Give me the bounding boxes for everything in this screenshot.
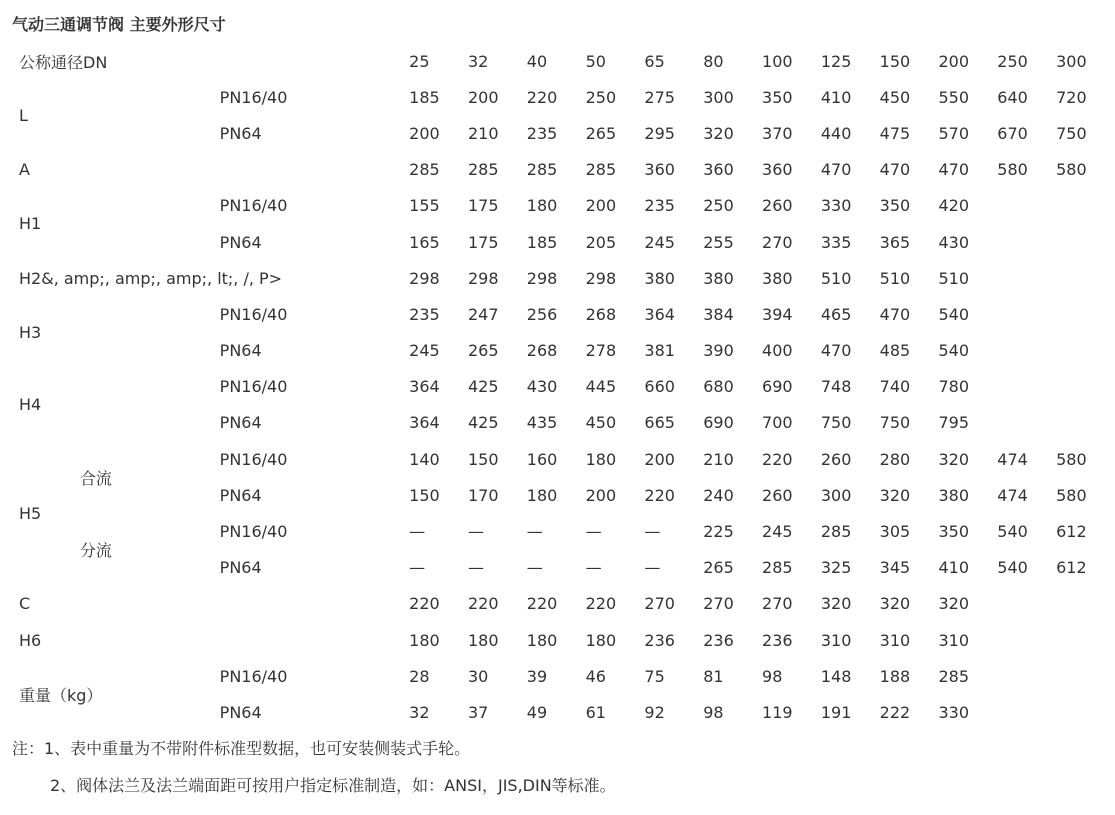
table-cell: 180 xyxy=(526,630,558,650)
table-cell: 180 xyxy=(409,630,440,650)
table-cell: 25 xyxy=(409,51,430,71)
row-label: A xyxy=(19,160,30,180)
table-cell: 191 xyxy=(820,702,852,722)
table-cell: 92 xyxy=(644,702,665,722)
table-cell: 360 xyxy=(762,160,793,180)
pressure-label: PN64 xyxy=(219,702,262,722)
table-cell: 185 xyxy=(409,87,440,107)
row-label: H5 xyxy=(19,503,42,523)
table-cell: 155 xyxy=(409,196,440,216)
table-cell: 50 xyxy=(585,51,606,71)
table-cell: 380 xyxy=(644,268,675,288)
table-cell xyxy=(1056,658,1115,694)
table-row-h5 xyxy=(10,441,1115,477)
table-cell xyxy=(997,188,1056,224)
table-cell xyxy=(997,658,1056,694)
table-cell: 298 xyxy=(585,268,617,288)
table-cell: 381 xyxy=(644,341,675,361)
table-cell xyxy=(997,405,1056,441)
table-cell: — xyxy=(467,558,484,578)
table-cell: 364 xyxy=(409,413,440,433)
table-cell: 245 xyxy=(409,341,440,361)
table-cell: 265 xyxy=(585,123,617,143)
table-cell: 30 xyxy=(467,666,489,686)
table-cell: 46 xyxy=(585,666,606,686)
table-cell: 700 xyxy=(762,413,793,433)
table-cell xyxy=(1056,224,1115,260)
pressure-label: PN16/40 xyxy=(219,196,288,216)
table-cell: — xyxy=(409,558,426,578)
table-cell: 220 xyxy=(585,594,617,614)
table-cell: 285 xyxy=(820,522,852,542)
table-cell: 450 xyxy=(585,413,617,433)
table-cell: 690 xyxy=(762,377,793,397)
table-cell: 325 xyxy=(820,558,852,578)
table-cell: — xyxy=(526,522,543,542)
table-cell: 236 xyxy=(644,630,675,650)
table-cell: 384 xyxy=(703,304,734,324)
table-cell: 235 xyxy=(409,304,440,324)
table-cell: 250 xyxy=(703,196,734,216)
table-cell: 665 xyxy=(644,413,675,433)
table-cell: 222 xyxy=(879,702,911,722)
table-cell: 250 xyxy=(585,87,617,107)
table-cell: 170 xyxy=(467,485,499,505)
table-cell: — xyxy=(644,558,661,578)
table-cell: 320 xyxy=(879,485,911,505)
table-cell: 510 xyxy=(879,268,911,288)
table-cell: 470 xyxy=(820,341,852,361)
table-cell: 39 xyxy=(526,666,548,686)
table-cell: 285 xyxy=(585,160,617,180)
table-cell: 235 xyxy=(644,196,675,216)
table-cell xyxy=(997,586,1056,622)
table-cell xyxy=(997,333,1056,369)
table-row-a xyxy=(10,152,1115,188)
table-cell: 220 xyxy=(762,449,793,469)
table-cell: 165 xyxy=(409,232,440,252)
table-cell: 150 xyxy=(879,51,911,71)
table-cell: 265 xyxy=(467,341,499,361)
table-cell: 210 xyxy=(703,449,734,469)
table-row-l xyxy=(10,79,1115,115)
table-cell: 268 xyxy=(526,341,558,361)
row-label: L xyxy=(19,105,28,125)
table-cell: 220 xyxy=(526,594,558,614)
pressure-label: PN16/40 xyxy=(219,87,288,107)
pressure-label: PN16/40 xyxy=(219,522,288,542)
table-cell: 310 xyxy=(820,630,852,650)
table-row-h2 xyxy=(10,260,1115,296)
table-cell: 220 xyxy=(644,485,675,505)
table-cell: 370 xyxy=(762,123,793,143)
table-cell: 470 xyxy=(938,160,970,180)
table-cell: 180 xyxy=(585,449,617,469)
table-cell: 748 xyxy=(820,377,852,397)
table-cell: 200 xyxy=(644,449,675,469)
table-cell: 235 xyxy=(526,123,558,143)
table-cell: 175 xyxy=(467,196,499,216)
table-cell: 225 xyxy=(703,522,734,542)
table-cell: 180 xyxy=(467,630,499,650)
table-cell: 420 xyxy=(938,196,970,216)
table-cell: 247 xyxy=(467,304,499,324)
flow-type-text: 分流 xyxy=(79,541,112,561)
pressure-label: PN16/40 xyxy=(219,666,288,686)
pressure-label: PN16/40 xyxy=(219,377,288,397)
table-cell: 148 xyxy=(820,666,852,686)
note-2: 2、阀体法兰及法兰端面距可按用户指定标准制造，如：ANSI，JIS,DIN等标准。 xyxy=(50,776,616,795)
table-cell: 350 xyxy=(938,522,970,542)
table-cell: 32 xyxy=(467,51,489,71)
table-cell: 275 xyxy=(644,87,675,107)
table-cell: 49 xyxy=(526,702,548,722)
table-cell: 360 xyxy=(703,160,734,180)
table-row-h5 xyxy=(10,513,1115,549)
table-cell xyxy=(1056,260,1115,296)
table-cell: 175 xyxy=(467,232,499,252)
table-cell: 425 xyxy=(467,377,499,397)
table-cell: 350 xyxy=(879,196,911,216)
table-cell: 470 xyxy=(879,160,911,180)
table-cell: 256 xyxy=(526,304,558,324)
table-cell: 335 xyxy=(820,232,852,252)
table-cell: 220 xyxy=(467,594,499,614)
table-cell xyxy=(997,622,1056,658)
table-cell: 100 xyxy=(762,51,793,71)
table-cell: 250 xyxy=(997,51,1028,71)
table-cell: 300 xyxy=(820,485,852,505)
table-cell: 465 xyxy=(820,304,852,324)
table-cell: 365 xyxy=(879,232,911,252)
table-cell: 475 xyxy=(879,123,911,143)
table-cell: 200 xyxy=(467,87,499,107)
table-cell: 140 xyxy=(409,449,440,469)
pressure-label: PN16/40 xyxy=(219,304,288,324)
table-cell: 220 xyxy=(409,594,440,614)
table-cell: 364 xyxy=(409,377,440,397)
table-cell: 750 xyxy=(1056,123,1087,143)
table-cell: 180 xyxy=(526,485,558,505)
table-cell: 780 xyxy=(938,377,970,397)
table-cell: 270 xyxy=(644,594,675,614)
table-cell: 750 xyxy=(879,413,911,433)
row-label: H6 xyxy=(19,630,42,650)
pressure-label: PN64 xyxy=(219,413,262,433)
table-cell: 300 xyxy=(703,87,734,107)
table-cell xyxy=(1056,188,1115,224)
table-cell: 360 xyxy=(644,160,675,180)
table-cell: 180 xyxy=(526,196,558,216)
table-cell xyxy=(997,260,1056,296)
table-cell: 150 xyxy=(467,449,499,469)
table-cell: 320 xyxy=(820,594,852,614)
table-cell xyxy=(997,224,1056,260)
table-cell: 270 xyxy=(703,594,734,614)
table-cell: 410 xyxy=(938,558,970,578)
table-cell: 185 xyxy=(526,232,558,252)
dimensions-table xyxy=(10,43,1115,731)
table-cell: 425 xyxy=(467,413,499,433)
table-cell: 612 xyxy=(1056,558,1087,578)
table-cell: 740 xyxy=(879,377,911,397)
table-cell: 320 xyxy=(938,594,970,614)
table-cell: 580 xyxy=(1056,449,1087,469)
table-cell: 255 xyxy=(703,232,734,252)
row-label: H3 xyxy=(19,323,42,342)
table-cell: 260 xyxy=(820,449,852,469)
table-cell: 380 xyxy=(762,268,793,288)
table-cell: 510 xyxy=(938,268,970,288)
table-cell: 295 xyxy=(644,123,675,143)
table-cell: 430 xyxy=(526,377,558,397)
flow-type-label xyxy=(80,513,220,585)
notes xyxy=(12,738,616,812)
table-cell: 270 xyxy=(762,594,793,614)
table-cell: 450 xyxy=(879,87,911,107)
table-row-c xyxy=(10,586,1115,622)
table-cell: 720 xyxy=(1056,87,1087,107)
flow-type-text: 合流 xyxy=(79,468,112,488)
table-cell: 150 xyxy=(409,485,440,505)
table-cell: 350 xyxy=(762,87,793,107)
table-cell xyxy=(1056,586,1115,622)
pressure-label: PN64 xyxy=(219,232,262,252)
table-cell: 40 xyxy=(526,51,548,71)
table-cell: 410 xyxy=(820,87,852,107)
table-cell: 81 xyxy=(703,666,724,686)
dn-label: 公称通径DN xyxy=(19,52,108,72)
table-cell: 285 xyxy=(409,160,440,180)
table-cell: 445 xyxy=(585,377,617,397)
table-cell: 394 xyxy=(762,304,793,324)
table-cell xyxy=(1056,296,1115,332)
table-cell: 285 xyxy=(762,558,793,578)
table-cell: 245 xyxy=(762,522,793,542)
table-cell: 240 xyxy=(703,485,734,505)
table-cell: 320 xyxy=(703,123,734,143)
table-cell: 61 xyxy=(585,702,606,722)
table-cell: 268 xyxy=(585,304,617,324)
table-cell: 200 xyxy=(585,196,617,216)
table-cell: — xyxy=(409,522,426,542)
table-cell: 300 xyxy=(1056,51,1087,71)
table-cell xyxy=(1056,369,1115,405)
table-cell: 236 xyxy=(762,630,793,650)
table-cell: 750 xyxy=(820,413,852,433)
table-cell: 580 xyxy=(1056,485,1087,505)
table-cell: 670 xyxy=(997,123,1028,143)
pressure-label: PN64 xyxy=(219,123,262,143)
table-cell: 236 xyxy=(703,630,734,650)
table-cell: 270 xyxy=(762,232,793,252)
table-cell: 37 xyxy=(467,702,489,722)
table-cell: 580 xyxy=(997,160,1028,180)
table-cell: 430 xyxy=(938,232,970,252)
table-cell: 245 xyxy=(644,232,675,252)
table-header-row xyxy=(10,43,1115,79)
table-cell: 305 xyxy=(879,522,911,542)
table-cell: 205 xyxy=(585,232,617,252)
table-cell: 580 xyxy=(1056,160,1087,180)
table-cell: 75 xyxy=(644,666,665,686)
table-cell: 510 xyxy=(820,268,852,288)
table-cell: 390 xyxy=(703,341,734,361)
pressure-label: PN64 xyxy=(219,558,262,578)
table-cell: 98 xyxy=(762,666,783,686)
table-cell xyxy=(997,694,1056,730)
table-cell: 260 xyxy=(762,485,793,505)
table-cell: 540 xyxy=(997,558,1028,578)
table-row-weight xyxy=(10,658,1115,694)
table-cell: 474 xyxy=(997,485,1028,505)
table-cell: 660 xyxy=(644,377,675,397)
table-cell xyxy=(997,369,1056,405)
table-cell: — xyxy=(585,558,602,578)
table-cell: — xyxy=(526,558,543,578)
table-cell: 320 xyxy=(938,449,970,469)
flow-type-label xyxy=(80,441,220,513)
table-cell: 540 xyxy=(997,522,1028,542)
table-cell: 570 xyxy=(938,123,970,143)
table-cell: 310 xyxy=(938,630,970,650)
table-cell: 440 xyxy=(820,123,852,143)
table-cell: — xyxy=(644,522,661,542)
page-title: 气动三通调节阀 主要外形尺寸 xyxy=(12,15,226,34)
table-cell: 474 xyxy=(997,449,1028,469)
table-cell: 298 xyxy=(526,268,558,288)
table-cell xyxy=(1056,694,1115,730)
table-cell: 320 xyxy=(879,594,911,614)
table-row-h4 xyxy=(10,369,1115,405)
table-cell: 65 xyxy=(644,51,665,71)
pressure-label: PN64 xyxy=(219,341,262,361)
table-cell xyxy=(997,296,1056,332)
table-cell: 210 xyxy=(467,123,499,143)
table-cell: 435 xyxy=(526,413,558,433)
table-cell: 380 xyxy=(703,268,734,288)
table-cell: 540 xyxy=(938,341,970,361)
table-cell: 278 xyxy=(585,341,617,361)
table-cell: 795 xyxy=(938,413,970,433)
table-cell xyxy=(1056,622,1115,658)
table-cell: 220 xyxy=(526,87,558,107)
table-cell: 180 xyxy=(585,630,617,650)
table-cell: 285 xyxy=(938,666,970,686)
table-cell: — xyxy=(467,522,484,542)
table-cell: 80 xyxy=(703,51,724,71)
table-cell: 188 xyxy=(879,666,911,686)
table-cell: 265 xyxy=(703,558,734,578)
table-cell: 380 xyxy=(938,485,970,505)
table-cell: 125 xyxy=(820,51,852,71)
table-row-h3 xyxy=(10,296,1115,332)
table-cell: 470 xyxy=(820,160,852,180)
table-cell: 32 xyxy=(409,702,430,722)
table-cell: 330 xyxy=(820,196,852,216)
table-cell: 400 xyxy=(762,341,793,361)
table-cell: 550 xyxy=(938,87,970,107)
table-cell: 540 xyxy=(938,304,970,324)
table-cell: 330 xyxy=(938,702,970,722)
table-cell: 285 xyxy=(467,160,499,180)
table-row-h6 xyxy=(10,622,1115,658)
table-cell: 200 xyxy=(409,123,440,143)
table-cell: 485 xyxy=(879,341,911,361)
table-cell: 364 xyxy=(644,304,675,324)
table-row-h1 xyxy=(10,188,1115,224)
table-cell: 298 xyxy=(467,268,499,288)
table-cell xyxy=(1056,333,1115,369)
table-cell: 98 xyxy=(703,702,724,722)
table-cell: 298 xyxy=(409,268,440,288)
table-cell xyxy=(1056,405,1115,441)
table-cell: 612 xyxy=(1056,522,1087,542)
row-label: C xyxy=(19,594,31,614)
table-cell: 260 xyxy=(762,196,793,216)
table-cell: 200 xyxy=(585,485,617,505)
table-cell: 470 xyxy=(879,304,911,324)
table-cell: 28 xyxy=(409,666,430,686)
row-label: H4 xyxy=(19,395,42,415)
table-cell: 690 xyxy=(703,413,734,433)
note-1: 注：1、表中重量为不带附件标准型数据，也可安装侧装式手轮。 xyxy=(12,739,471,758)
table-cell: 280 xyxy=(879,449,911,469)
row-label: 重量（kg） xyxy=(19,685,103,705)
table-cell: 680 xyxy=(703,377,734,397)
pressure-label: PN64 xyxy=(219,485,262,505)
pressure-label: PN16/40 xyxy=(219,449,288,469)
table-cell: 119 xyxy=(762,702,793,722)
table-cell: 285 xyxy=(526,160,558,180)
row-label: H1 xyxy=(19,214,42,234)
table-cell: 310 xyxy=(879,630,911,650)
row-label: H2&, amp;, amp;, amp;, lt;, /, P> xyxy=(19,268,283,288)
table-cell: 640 xyxy=(997,87,1028,107)
table-cell: 345 xyxy=(879,558,911,578)
table-cell: 160 xyxy=(526,449,558,469)
table-cell: — xyxy=(585,522,602,542)
table-cell: 200 xyxy=(938,51,970,71)
